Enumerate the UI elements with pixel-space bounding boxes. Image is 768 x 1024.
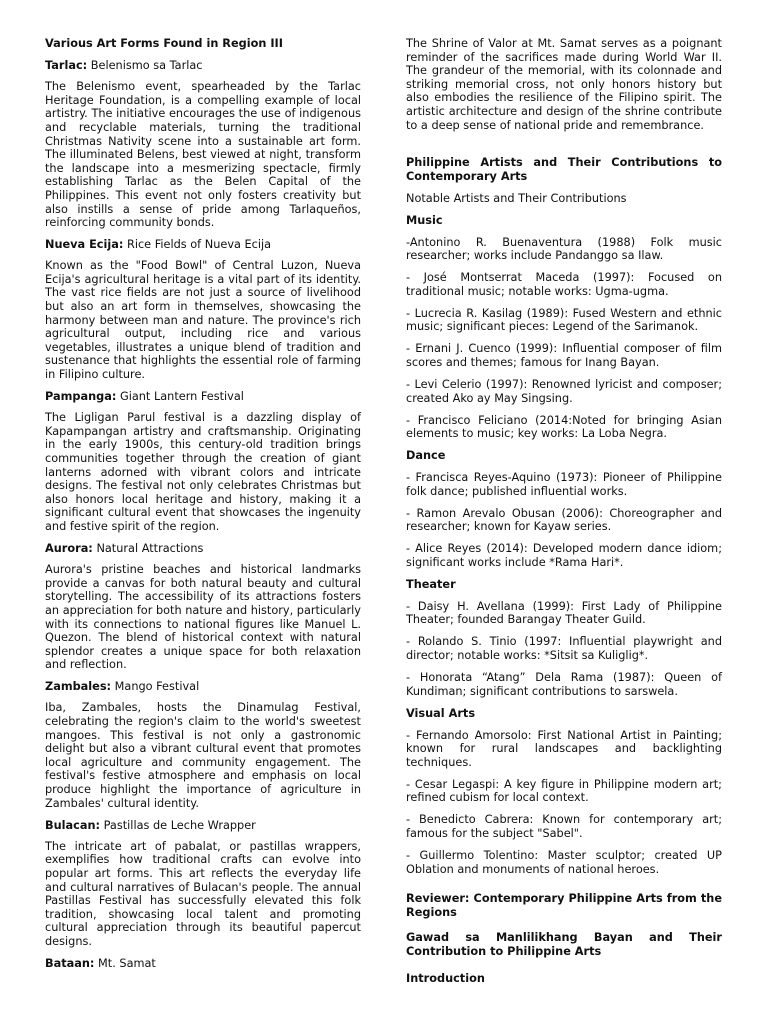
reviewer-heading: Reviewer: Contemporary Philippine Arts from the Regions [406, 892, 722, 919]
list-item: - Ernani J. Cuenco (1999): Influential composer of film scores and themes; famous for Inang Bayan. [406, 342, 722, 370]
list-item: -Antonino R. Buenaventura (1988) Folk music researcher; works include Pandanggo sa Ilaw. [406, 235, 722, 263]
category-theater: Theater [406, 577, 456, 591]
list-item: - Guillermo Tolentino: Master sculptor; created UP Oblation and monuments of national heroes. [406, 848, 722, 876]
artists-heading: Philippine Artists and Their Contributions to Contemporary Arts [406, 156, 722, 183]
list-item: - Alice Reyes (2014): Developed modern dance idiom; significant works include *Rama Hari*. [406, 542, 722, 569]
list-item: - Daisy H. Avellana (1999): First Lady of Philippine Theater; founded Barangay Theater Guild. [406, 599, 722, 627]
section-body-zambales: Iba, Zambales, hosts the Dinamulag Festival, celebrating the region's claim to the world's sweetest mangoes. This festival is not only a gastronomic delight but also a vibrant cultural event that promotes local agriculture and community engagement. The festival's festive atmosphere and emphasis on local produce highlight the importance of agriculture in Zambales' cultural identity. [45, 701, 361, 810]
left-column [45, 37, 361, 978]
list-item: - Francisco Feliciano (2014:Noted for bringing Asian elements to music; key works: La Loba Negra. [406, 413, 722, 441]
artists-subheading: Notable Artists and Their Contributions [406, 191, 627, 205]
list-item: - Levi Celerio (1997): Renowned lyricist and composer; created Ako ay May Singsing. [406, 378, 722, 405]
section-heading-zambales: Zambales: Mango Festival [45, 680, 200, 694]
section-heading-bulacan: Bulacan: Pastillas de Leche Wrapper [45, 818, 256, 832]
right-column [406, 37, 722, 994]
list-item: - Fernando Amorsolo: First National Artist in Painting; known for rural landscapes and backlighting techniques. [406, 728, 722, 769]
list-item: - Rolando S. Tinio (1997: Influential playwright and director; notable works: *Sitsit sa Kuliglig*. [406, 635, 722, 663]
introduction-heading: Introduction [406, 972, 485, 986]
list-item: - Ramon Arevalo Obusan (2006): Choreographer and researcher; known for Kayaw series. [406, 506, 722, 534]
section-body-aurora: Aurora's pristine beaches and historical landmarks provide a canvas for both natural beauty and cultural storytelling. The accessibility of its attractions fosters an appreciation for both nature and history, particularly with its connections to national figures like Manuel L. Quezon. The blend of historical context with natural splendor creates a unique space for both relaxation and reflection. [45, 563, 361, 672]
section-heading-bataan: Bataan: Mt. Samat [45, 956, 156, 970]
list-item: - Lucrecia R. Kasilag (1989): Fused Western and ethnic music; significant pieces: Legend of the Sarimanok. [406, 306, 722, 334]
category-visual-arts: Visual Arts [406, 706, 476, 720]
section-heading-pampanga: Pampanga: Giant Lantern Festival [45, 390, 244, 404]
list-item: - José Montserrat Maceda (1997): Focused on traditional music; notable works: Ugma-ugma. [406, 271, 722, 298]
list-item: - Cesar Legaspi: A key figure in Philippine modern art; refined cubism for local context. [406, 777, 722, 805]
section-body-pampanga: The Ligligan Parul festival is a dazzling display of Kapampangan artistry and craftsmanship. Originating in the early 1900s, this century-old tradition brings communities together through the creation of giant lanterns adorned with vibrant colors and intricate designs. The festival not only celebrates Christmas but also honors local heritage and history, making it a significant cultural event that showcases the ingenuity and festive spirit of the region. [45, 411, 361, 533]
gawad-heading: Gawad sa Manlilikhang Bayan and Their Contribution to Philippine Arts [406, 931, 722, 958]
section-heading-tarlac: Tarlac: Belenismo sa Tarlac [45, 58, 203, 72]
section-body-nueva-ecija: Known as the "Food Bowl" of Central Luzon, Nueva Ecija's agricultural heritage is a vital part of its identity. The vast rice fields are not just a source of livelihood but also an art form in themselves, showcasing the harmony between man and nature. The province's rich agricultural output, including rice and various vegetables, illustrates a unique blend of tradition and sustenance that highlights the essential role of farming in Filipino culture. [45, 259, 361, 382]
section-body-bulacan: The intricate art of pabalat, or pastillas wrappers, exemplifies how traditional crafts can evolve into popular art forms. This art reflects the everyday life and cultural narratives of Bulacan's people. The annual Pastillas Festival has successfully elevated this folk tradition, showcasing local talent and promoting cultural appreciation through its beautiful papercut designs. [45, 839, 361, 948]
list-item: - Francisca Reyes-Aquino (1973): Pioneer of Philippine folk dance; published influential works. [406, 471, 722, 498]
section-body-tarlac: The Belenismo event, spearheaded by the Tarlac Heritage Foundation, is a compelling example of local artistry. The initiative encourages the use of indigenous and recyclable materials, turning the traditional Christmas Nativity scene into a sustainable art form. The illuminated Belens, best viewed at night, transform the landscape into a mesmerizing spectacle, firmly establishing Tarlac as the Belen Capital of the Philippines. This event not only fosters creativity but also instills a sense of pride among Tarlaqueños, reinforcing community bonds. [45, 80, 361, 230]
mt-samat-paragraph: The Shrine of Valor at Mt. Samat serves as a poignant reminder of the sacrifices made during World War II. The grandeur of the memorial, with its colonnade and striking memorial cross, not only honors history but also embodies the resilience of the Filipino spirit. The artistic architecture and design of the shrine contribute to a deep sense of national pride and remembrance. [406, 37, 722, 132]
document-title: Various Art Forms Found in Region III [45, 37, 283, 50]
category-music: Music [406, 213, 443, 227]
section-heading-aurora: Aurora: Natural Attractions [45, 541, 204, 555]
category-dance: Dance [406, 449, 446, 463]
list-item: - Honorata “Atang” Dela Rama (1987): Queen of Kundiman; significant contributions to sarswela. [406, 671, 722, 698]
section-heading-nueva-ecija: Nueva Ecija: Rice Fields of Nueva Ecija [45, 238, 272, 252]
list-item: - Benedicto Cabrera: Known for contemporary art; famous for the subject "Sabel". [406, 813, 722, 840]
